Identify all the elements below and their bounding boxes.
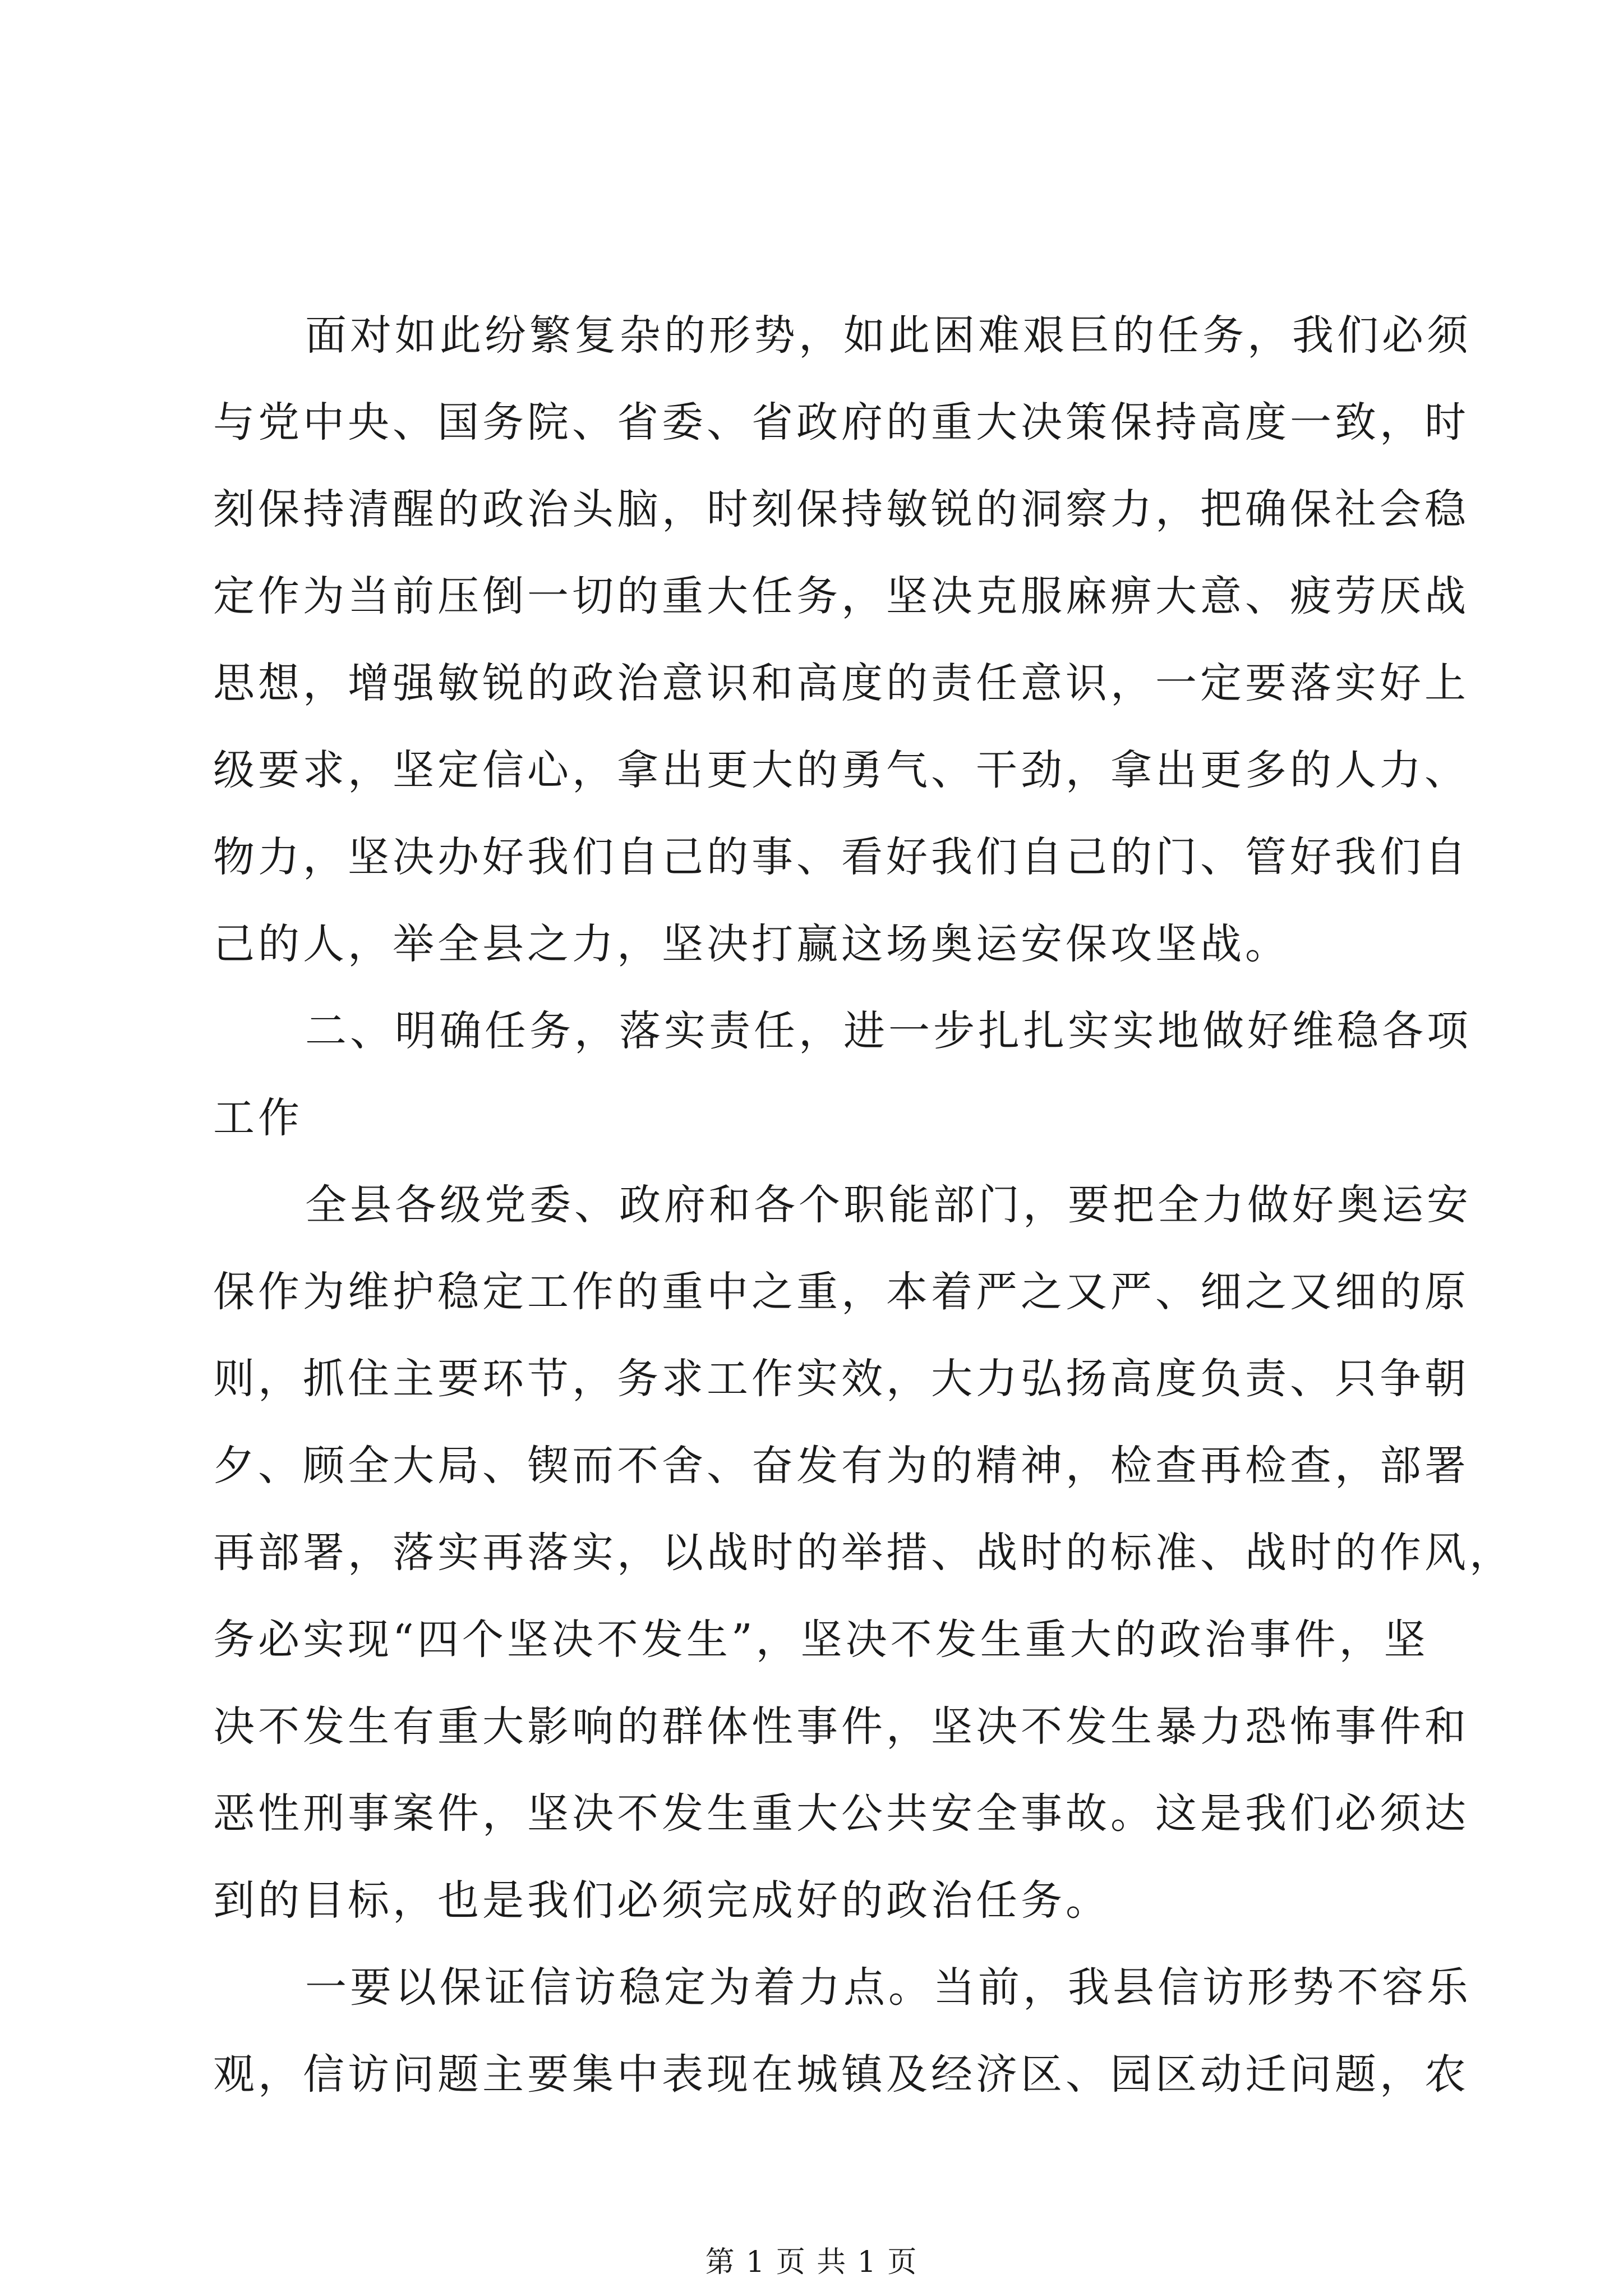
paragraph-3-line-5: 再部署，落实再落实，以战时的举措、战时的标准、战时的作风， (213, 1529, 1514, 1577)
paragraph-1-line-7: 物力，坚决办好我们自己的事、看好我们自己的门、管好我们自 (213, 833, 1469, 881)
paragraph-3-line-8: 恶性刑事案件，坚决不发生重大公共安全事故。这是我们必须达 (213, 1789, 1469, 1838)
paragraph-3-line-9: 到的目标，也是我们必须完成好的政治任务。 (213, 1876, 1110, 1925)
paragraph-3-line-2: 保作为维护稳定工作的重中之重，本着严之又严、细之又细的原 (213, 1268, 1469, 1316)
section-heading-line-2: 工作 (213, 1094, 303, 1142)
paragraph-1-line-2: 与党中央、国务院、省委、省政府的重大决策保持高度一致，时 (213, 398, 1469, 447)
paragraph-1-line-5: 思想，增强敏锐的政治意识和高度的责任意识，一定要落实好上 (213, 659, 1469, 707)
paragraph-4-line-2: 观，信访问题主要集中表现在城镇及经济区、园区动迁问题，农 (213, 2050, 1469, 2099)
paragraph-1-line-4: 定作为当前压倒一切的重大任务，坚决克服麻痹大意、疲劳厌战 (213, 572, 1469, 620)
paragraph-3-line-1: 全县各级党委、政府和各个职能部门，要把全力做好奥运安 (305, 1181, 1472, 1229)
section-heading-line-1: 二、明确任务，落实责任，进一步扎扎实实地做好维稳各项 (305, 1007, 1472, 1055)
page-number-footer: 第 1 页 共 1 页 (705, 2246, 918, 2279)
paragraph-1-line-8: 己的人，举全县之力，坚决打赢这场奥运安保攻坚战。 (213, 920, 1290, 968)
paragraph-1-line-3: 刻保持清醒的政治头脑，时刻保持敏锐的洞察力，把确保社会稳 (213, 485, 1469, 533)
paragraph-3-line-4: 夕、顾全大局、锲而不舍、奋发有为的精神，检查再检查，部署 (213, 1442, 1469, 1490)
paragraph-3-line-6: 务必实现“四个坚决不发生”，坚决不发生重大的政治事件，坚 (213, 1616, 1429, 1664)
paragraph-1-line-6: 级要求，坚定信心，拿出更大的勇气、干劲，拿出更多的人力、 (213, 746, 1469, 794)
paragraph-4-line-1: 一要以保证信访稳定为着力点。当前，我县信访形势不容乐 (305, 1963, 1472, 2012)
paragraph-3-line-3: 则，抓住主要环节，务求工作实效，大力弘扬高度负责、只争朝 (213, 1355, 1469, 1403)
paragraph-3-line-7: 决不发生有重大影响的群体性事件，坚决不发生暴力恐怖事件和 (213, 1703, 1469, 1751)
paragraph-1-line-1: 面对如此纷繁复杂的形势，如此困难艰巨的任务，我们必须 (305, 311, 1472, 360)
